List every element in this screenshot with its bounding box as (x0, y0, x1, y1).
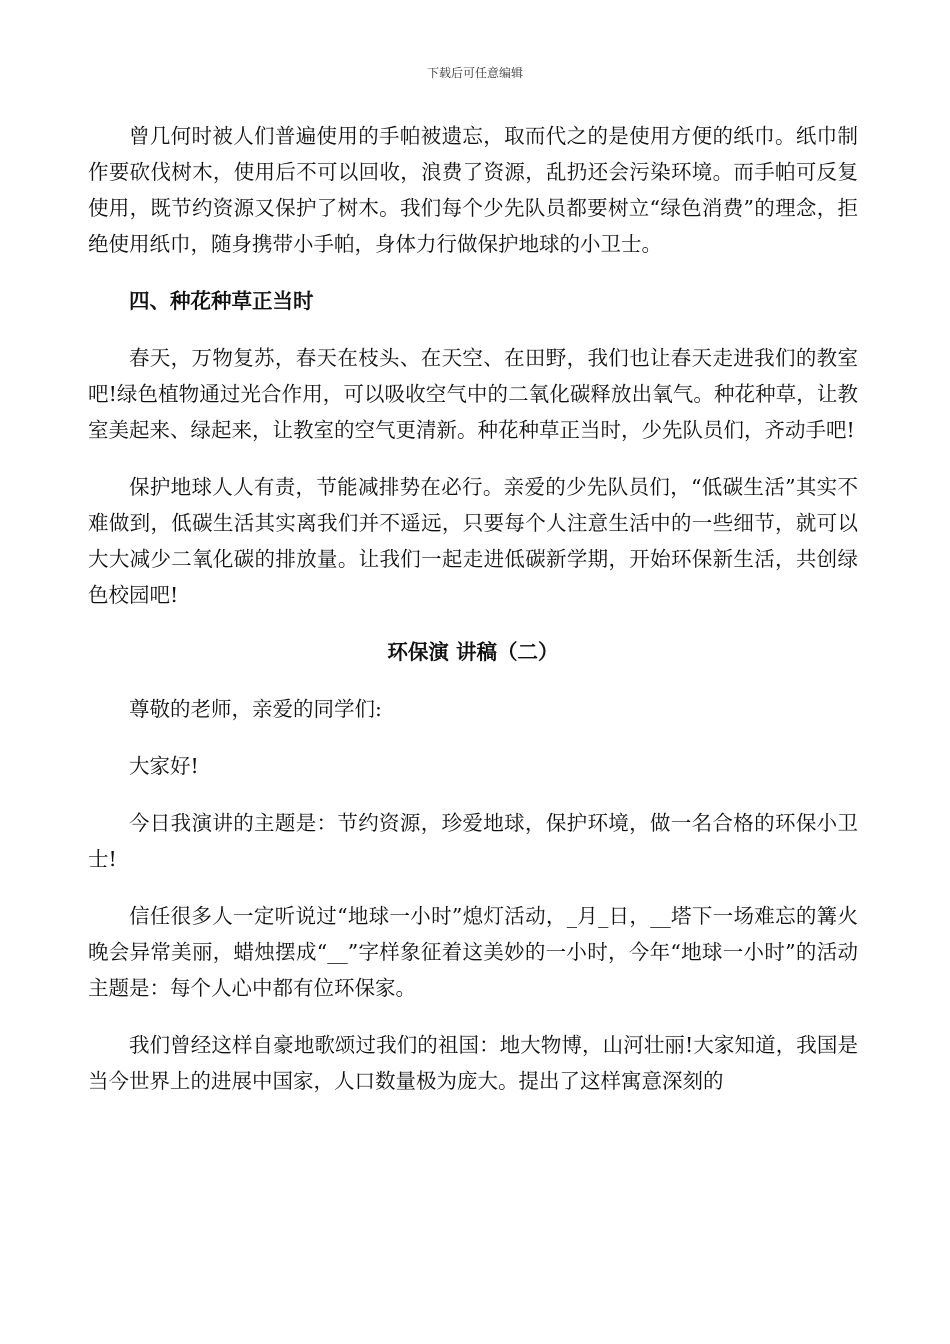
greeting: 尊敬的老师，亲爱的同学们: (129, 697, 382, 721)
paragraph-topic: 今日我演讲的主题是：节约资源，珍爱地球，保护环境，做一名合格的环保小卫士! (88, 811, 858, 871)
paragraph-low-carbon: 保护地球人人有责，节能减排势在必行。亲爱的少先队员们，“低碳生活”其实不难做到，低碳生活其实离我们并不遥远，只要每个人注意生活中的一些细节，就可以大大减少二氧化碳的排放量。让我们一起走进低碳新学期，开始环保新生活，共创绿色校园吧! (88, 475, 858, 607)
paragraph-motherland: 我们曾经这样自豪地歌颂过我们的祖国：地大物博，山河壮丽!大家知道，我国是当今世界上的进展中国家，人口数量极为庞大。提出了这样寓意深刻的 (88, 1033, 858, 1093)
page-header: 下载后可任意编辑 (426, 66, 523, 80)
paragraph-earth-hour: 信任很多人一定听说过“地球一小时”熄灯活动，_月_日，__塔下一场难忘的篝火晚会异常美丽，蜡烛摆成“__”字样象征着这美妙的一小时，今年“地球一小时”的活动主题是：每个人心中都有位环保家。 (88, 904, 858, 1000)
speech-title-2: 环保演 讲稿（二） (387, 640, 559, 664)
paragraph-handkerchief: 曾几何时被人们普遍使用的手帕被遗忘，取而代之的是使用方便的纸巾。纸巾制作要砍伐树木，使用后不可以回收，浪费了资源，乱扔还会污染环境。而手帕可反复使用，既节约资源又保护了树木。我们每个少先队员都要树立“绿色消费”的理念，拒绝使用纸巾，随身携带小手帕，身体力行做保护地球的小卫士。 (88, 124, 858, 256)
section-heading-4: 四、种花种草正当时 (129, 289, 314, 313)
document-body (88, 118, 858, 1099)
hello-line: 大家好! (129, 754, 199, 778)
paragraph-spring-plants: 春天，万物复苏，春天在枝头、在天空、在田野，我们也让春天走进我们的教室吧!绿色植物通过光合作用，可以吸收空气中的二氧化碳释放出氧气。种花种草，让教室美起来、绿起来，让教室的空气更清新。种花种草正当时，少先队员们，齐动手吧! (88, 346, 858, 442)
